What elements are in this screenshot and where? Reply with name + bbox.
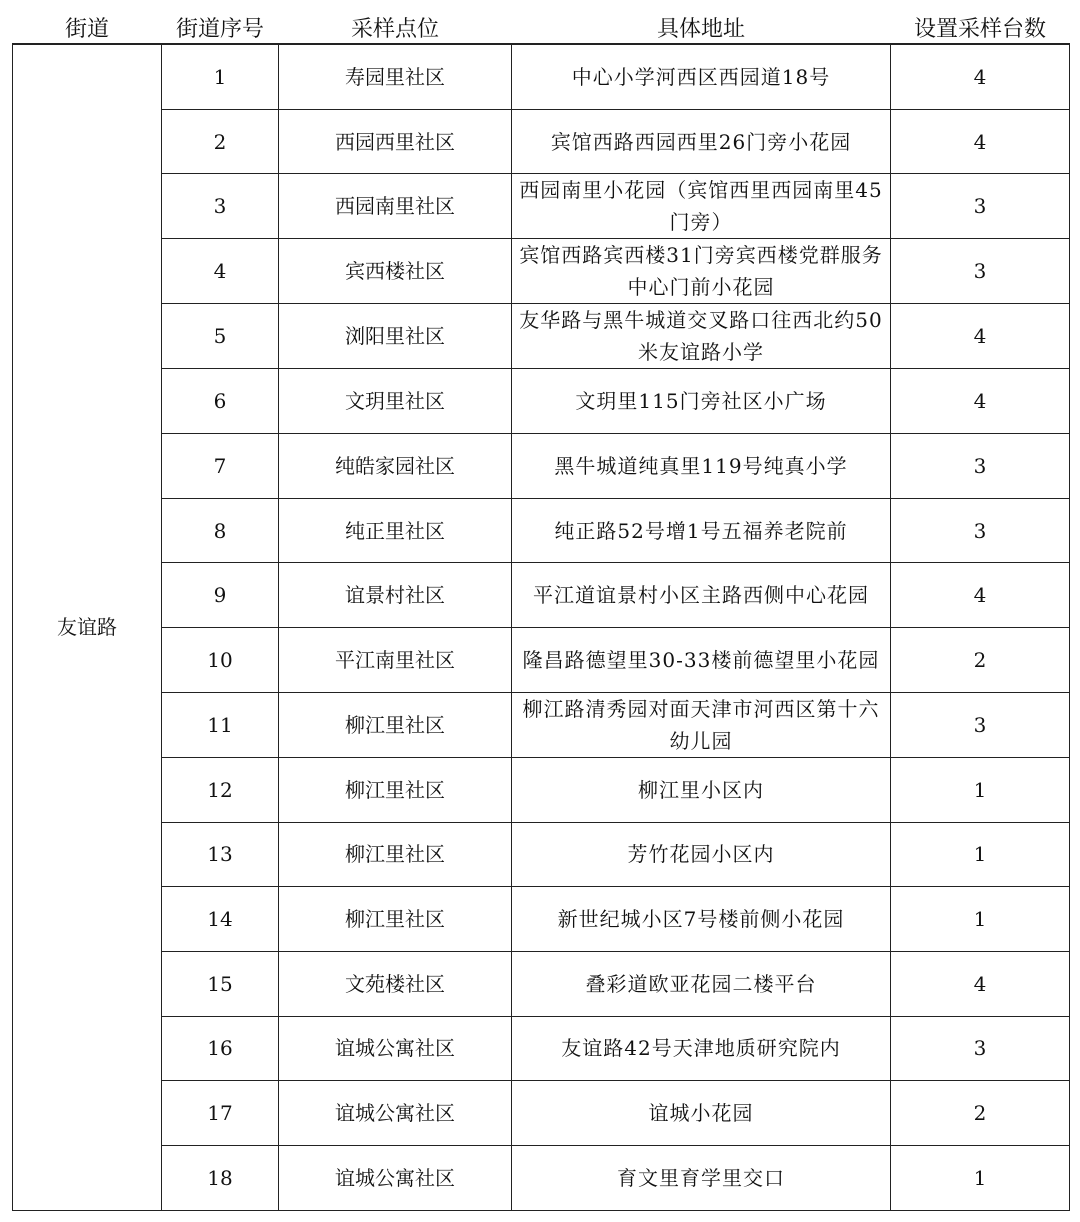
row-number-cell: 13 — [162, 822, 279, 887]
header-station-count: 设置采样台数 — [891, 12, 1070, 44]
address-cell: 谊城小花园 — [512, 1081, 891, 1146]
station-count-cell: 1 — [891, 1145, 1070, 1210]
header-street-number: 街道序号 — [162, 12, 279, 44]
station-count-cell: 1 — [891, 757, 1070, 822]
table-row — [13, 1081, 1070, 1146]
sampling-site-cell: 纯皓家园社区 — [279, 434, 512, 499]
sampling-site-cell: 平江南里社区 — [279, 628, 512, 693]
row-number-cell: 7 — [162, 434, 279, 499]
table-row — [13, 563, 1070, 628]
street-name-cell: 友谊路 — [13, 44, 162, 1210]
row-number-cell: 8 — [162, 498, 279, 563]
station-count-cell: 4 — [891, 304, 1070, 369]
table-row — [13, 304, 1070, 369]
table-row — [13, 822, 1070, 887]
row-number-cell: 4 — [162, 239, 279, 304]
sampling-site-cell: 宾西楼社区 — [279, 239, 512, 304]
table-row — [13, 239, 1070, 304]
header-sampling-site: 采样点位 — [279, 12, 512, 44]
station-count-cell: 3 — [891, 434, 1070, 499]
station-count-cell: 3 — [891, 1016, 1070, 1081]
sampling-site-cell: 文玥里社区 — [279, 369, 512, 434]
sampling-site-cell: 谊城公寓社区 — [279, 1081, 512, 1146]
station-count-cell: 4 — [891, 44, 1070, 109]
address-cell: 友谊路42号天津地质研究院内 — [512, 1016, 891, 1081]
sampling-site-cell: 谊城公寓社区 — [279, 1145, 512, 1210]
sampling-site-cell: 寿园里社区 — [279, 44, 512, 109]
sampling-site-cell: 柳江里社区 — [279, 692, 512, 757]
address-cell: 西园南里小花园（宾馆西里西园南里45门旁） — [512, 174, 891, 239]
address-cell: 柳江里小区内 — [512, 757, 891, 822]
station-count-cell: 4 — [891, 563, 1070, 628]
table-row — [13, 692, 1070, 757]
address-cell: 育文里育学里交口 — [512, 1145, 891, 1210]
address-cell: 文玥里115门旁社区小广场 — [512, 369, 891, 434]
sampling-site-cell: 纯正里社区 — [279, 498, 512, 563]
sampling-site-cell: 谊景村社区 — [279, 563, 512, 628]
address-cell: 中心小学河西区西园道18号 — [512, 44, 891, 109]
table-body — [13, 44, 1070, 1210]
sampling-sites-table — [12, 12, 1070, 1211]
table-row — [13, 434, 1070, 499]
station-count-cell: 3 — [891, 174, 1070, 239]
sampling-site-cell: 文苑楼社区 — [279, 951, 512, 1016]
row-number-cell: 2 — [162, 109, 279, 174]
table-row — [13, 174, 1070, 239]
table-row — [13, 498, 1070, 563]
address-cell: 柳江路清秀园对面天津市河西区第十六幼儿园 — [512, 692, 891, 757]
address-cell: 宾馆西路宾西楼31门旁宾西楼党群服务中心门前小花园 — [512, 239, 891, 304]
row-number-cell: 18 — [162, 1145, 279, 1210]
address-cell: 叠彩道欧亚花园二楼平台 — [512, 951, 891, 1016]
row-number-cell: 17 — [162, 1081, 279, 1146]
table-row — [13, 109, 1070, 174]
row-number-cell: 11 — [162, 692, 279, 757]
table-row — [13, 44, 1070, 109]
sampling-site-cell: 浏阳里社区 — [279, 304, 512, 369]
row-number-cell: 3 — [162, 174, 279, 239]
table-header-row — [13, 12, 1070, 44]
table-row — [13, 951, 1070, 1016]
station-count-cell: 3 — [891, 498, 1070, 563]
station-count-cell: 4 — [891, 109, 1070, 174]
sampling-site-cell: 柳江里社区 — [279, 757, 512, 822]
row-number-cell: 1 — [162, 44, 279, 109]
table-row — [13, 369, 1070, 434]
station-count-cell: 4 — [891, 369, 1070, 434]
address-cell: 芳竹花园小区内 — [512, 822, 891, 887]
header-address: 具体地址 — [512, 12, 891, 44]
row-number-cell: 12 — [162, 757, 279, 822]
sampling-site-cell: 柳江里社区 — [279, 887, 512, 952]
sampling-site-cell: 西园南里社区 — [279, 174, 512, 239]
address-cell: 隆昌路德望里30-33楼前德望里小花园 — [512, 628, 891, 693]
row-number-cell: 6 — [162, 369, 279, 434]
sampling-site-cell: 谊城公寓社区 — [279, 1016, 512, 1081]
station-count-cell: 3 — [891, 692, 1070, 757]
station-count-cell: 1 — [891, 822, 1070, 887]
station-count-cell: 3 — [891, 239, 1070, 304]
address-cell: 宾馆西路西园西里26门旁小花园 — [512, 109, 891, 174]
row-number-cell: 15 — [162, 951, 279, 1016]
table-row — [13, 1145, 1070, 1210]
station-count-cell: 2 — [891, 628, 1070, 693]
row-number-cell: 5 — [162, 304, 279, 369]
sampling-site-cell: 西园西里社区 — [279, 109, 512, 174]
row-number-cell: 16 — [162, 1016, 279, 1081]
address-cell: 友华路与黑牛城道交叉路口往西北约50米友谊路小学 — [512, 304, 891, 369]
station-count-cell: 1 — [891, 887, 1070, 952]
station-count-cell: 2 — [891, 1081, 1070, 1146]
table-row — [13, 1016, 1070, 1081]
station-count-cell: 4 — [891, 951, 1070, 1016]
row-number-cell: 9 — [162, 563, 279, 628]
address-cell: 黑牛城道纯真里119号纯真小学 — [512, 434, 891, 499]
table-row — [13, 628, 1070, 693]
address-cell: 纯正路52号增1号五福养老院前 — [512, 498, 891, 563]
address-cell: 平江道谊景村小区主路西侧中心花园 — [512, 563, 891, 628]
table-row — [13, 757, 1070, 822]
row-number-cell: 10 — [162, 628, 279, 693]
row-number-cell: 14 — [162, 887, 279, 952]
table-row — [13, 887, 1070, 952]
header-street: 街道 — [13, 12, 162, 44]
address-cell: 新世纪城小区7号楼前侧小花园 — [512, 887, 891, 952]
sampling-site-cell: 柳江里社区 — [279, 822, 512, 887]
